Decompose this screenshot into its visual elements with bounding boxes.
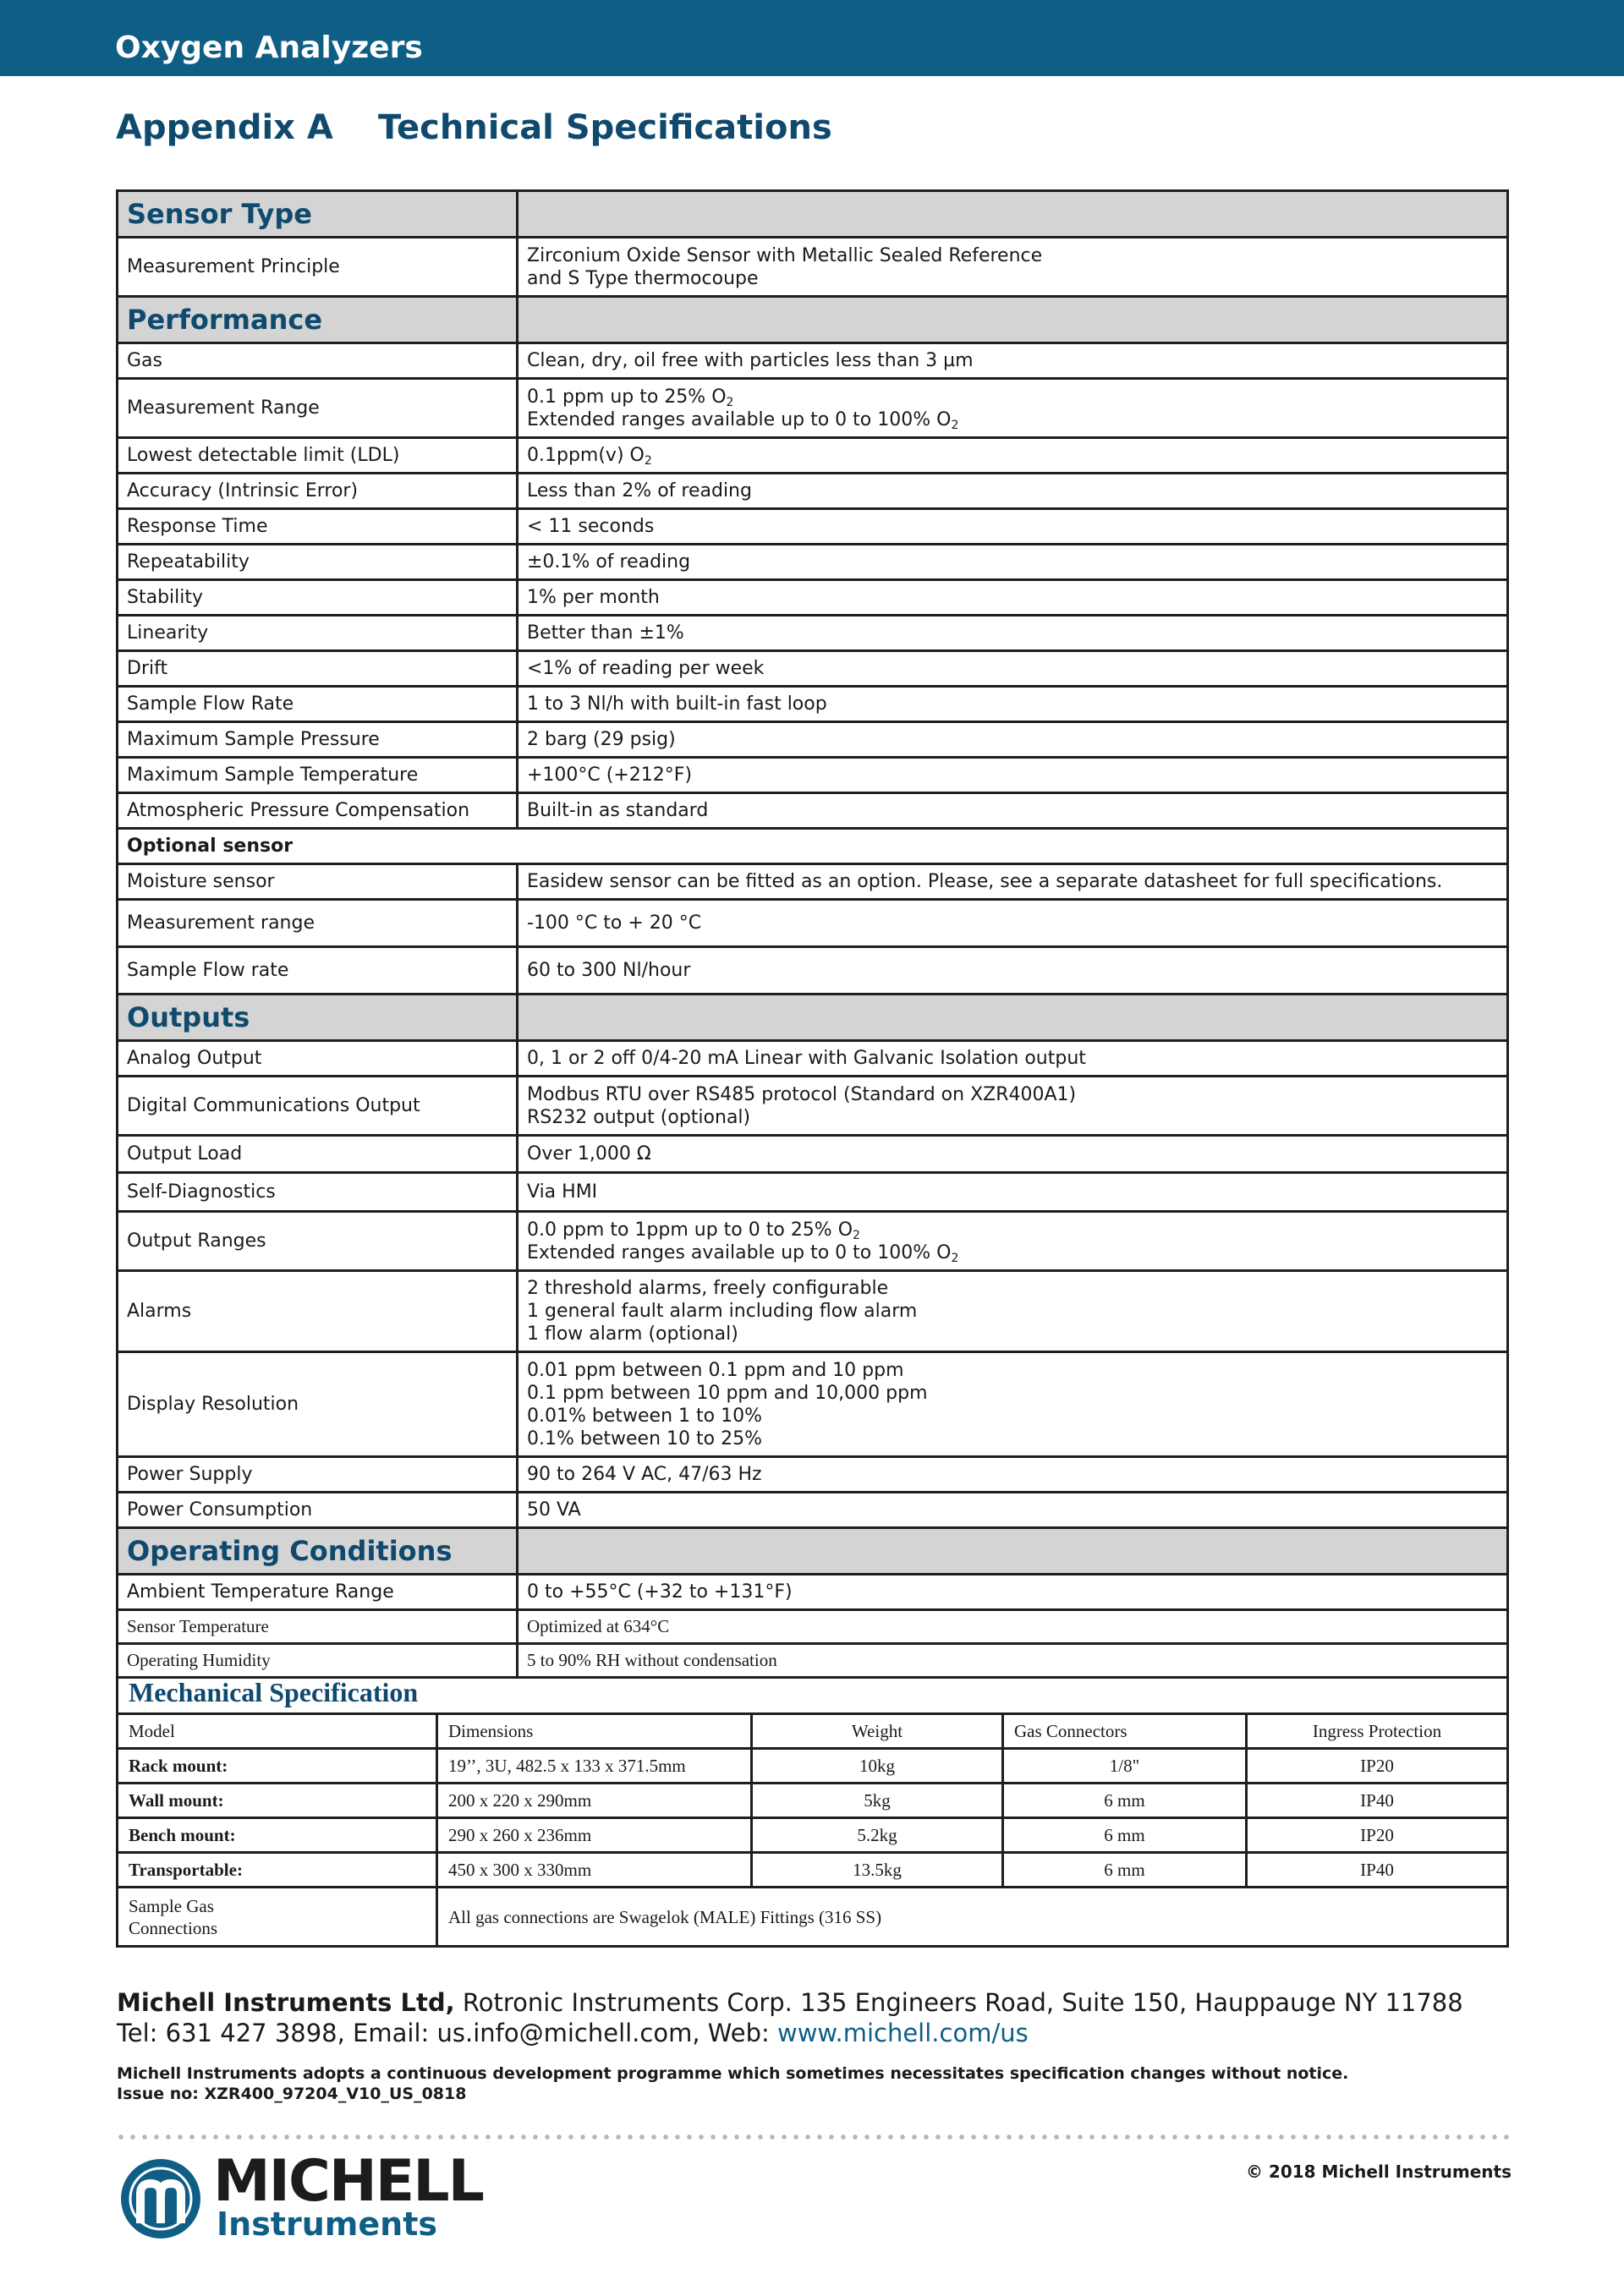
dimensions-cell: 290 x 260 x 236mm xyxy=(437,1818,752,1853)
row-label: Accuracy (Intrinsic Error) xyxy=(118,474,518,509)
top-banner xyxy=(0,0,1624,76)
value-line: 1 flow alarm (optional) xyxy=(527,1323,738,1345)
row-value: Clean, dry, oil free with particles less than 3 µm xyxy=(518,343,1508,379)
row-label: Stability xyxy=(118,580,518,616)
row-label: Digital Communications Output xyxy=(118,1077,518,1136)
row-label: Lowest detectable limit (LDL) xyxy=(118,438,518,474)
value-line: 0.1ppm(v) O xyxy=(527,445,645,466)
model-cell: Rack mount: xyxy=(118,1749,437,1784)
table-row xyxy=(118,1784,1508,1818)
value-line: 0.01 ppm between 0.1 ppm and 10 ppm xyxy=(527,1359,904,1381)
spec-row xyxy=(118,1457,1508,1493)
value-line: 0.1% between 10 to 25% xyxy=(527,1427,762,1449)
logo-word-instruments: Instruments xyxy=(217,2206,437,2243)
spec-row xyxy=(118,238,1508,297)
row-value: 60 to 300 Nl/hour xyxy=(518,947,1508,995)
spec-row xyxy=(118,1352,1508,1457)
subscript: 2 xyxy=(644,454,652,468)
appendix-label: Appendix A xyxy=(116,108,333,147)
spec-row xyxy=(118,343,1508,379)
table-row xyxy=(118,1818,1508,1853)
spec-table xyxy=(116,189,1509,1679)
sample-gas-label xyxy=(118,1888,437,1947)
value-line: 1 general fault alarm including flow alarm xyxy=(527,1301,918,1322)
footer-notice xyxy=(117,2063,1348,2104)
row-label: Operating Humidity xyxy=(118,1644,518,1678)
value-line: 0.1 ppm between 10 ppm and 10,000 ppm xyxy=(527,1382,928,1404)
copyright-text: © 2018 Michell Instruments xyxy=(1245,2162,1512,2182)
section-title: Performance xyxy=(118,297,518,343)
value-line: 0.0 ppm to 1ppm up to 0 to 25% O xyxy=(527,1219,853,1241)
row-value xyxy=(518,379,1508,438)
value-line: and S Type thermocoupe xyxy=(527,267,759,289)
value-line: RS232 output (optional) xyxy=(527,1106,751,1128)
section-title: Outputs xyxy=(118,995,518,1041)
ingress-cell: IP20 xyxy=(1247,1749,1508,1784)
section-title: Sensor Type xyxy=(118,191,518,238)
model-cell: Bench mount: xyxy=(118,1818,437,1853)
label-line: Connections xyxy=(129,1917,217,1938)
row-value xyxy=(518,1212,1508,1271)
spec-row xyxy=(118,651,1508,687)
col-header-gas-connectors: Gas Connectors xyxy=(1003,1714,1247,1749)
row-label: Repeatability xyxy=(118,545,518,580)
row-value xyxy=(518,1077,1508,1136)
row-value: Over 1,000 Ω xyxy=(518,1136,1508,1173)
row-value xyxy=(518,1352,1508,1457)
company-name: Michell Instruments Ltd, xyxy=(117,1988,455,2017)
row-label: Display Resolution xyxy=(118,1352,518,1457)
spec-row xyxy=(118,379,1508,438)
col-header-weight: Weight xyxy=(752,1714,1003,1749)
spec-row xyxy=(118,509,1508,545)
row-value: +100°C (+212°F) xyxy=(518,758,1508,793)
company-address xyxy=(117,1987,1504,2048)
gas-connector-cell: 6 mm xyxy=(1003,1818,1247,1853)
michell-logo xyxy=(118,2148,483,2246)
value-line: Zirconium Oxide Sensor with Metallic Sealed Reference xyxy=(527,244,1043,266)
spec-row xyxy=(118,1493,1508,1528)
value-line: 0.1 ppm up to 25% O xyxy=(527,386,727,408)
gas-connector-cell: 1/8" xyxy=(1003,1749,1247,1784)
row-label: Maximum Sample Pressure xyxy=(118,722,518,758)
col-header-dimensions: Dimensions xyxy=(437,1714,752,1749)
spec-row xyxy=(118,758,1508,793)
row-label: Moisture sensor xyxy=(118,864,518,900)
row-label: Sample Flow Rate xyxy=(118,687,518,722)
row-label: Measurement range xyxy=(118,900,518,947)
row-value: 0, 1 or 2 off 0/4-20 mA Linear with Galvanic Isolation output xyxy=(518,1041,1508,1077)
address-text: Rotronic Instruments Corp. 135 Engineers Road, Suite 150, Hauppauge NY 11788 Tel: 631 427 3898, Email: us.info@michell.com, Web: xyxy=(117,1988,1463,2047)
website-link[interactable]: www.michell.com/us xyxy=(777,2019,1029,2047)
table-row xyxy=(118,1888,1508,1947)
optional-sensor-label: Optional sensor xyxy=(118,829,1508,864)
value-line: Extended ranges available up to 0 to 100% O xyxy=(527,1241,952,1263)
row-value: 90 to 264 V AC, 47/63 Hz xyxy=(518,1457,1508,1493)
weight-cell: 13.5kg xyxy=(752,1853,1003,1888)
col-header-ingress: Ingress Protection xyxy=(1247,1714,1508,1749)
row-label: Response Time xyxy=(118,509,518,545)
row-value: Less than 2% of reading xyxy=(518,474,1508,509)
spec-row xyxy=(118,864,1508,900)
row-value xyxy=(518,438,1508,474)
row-value: Easidew sensor can be fitted as an option. Please, see a separate datasheet for full specifications. xyxy=(518,864,1508,900)
row-label: Power Supply xyxy=(118,1457,518,1493)
mechanical-table xyxy=(116,1672,1509,1948)
table-row xyxy=(118,1749,1508,1784)
subscript: 2 xyxy=(951,418,959,432)
row-label: Analog Output xyxy=(118,1041,518,1077)
spec-row xyxy=(118,687,1508,722)
row-label: Sample Flow rate xyxy=(118,947,518,995)
dimensions-cell: 200 x 220 x 290mm xyxy=(437,1784,752,1818)
issue-number: Issue no: XZR400_97204_V10_US_0818 xyxy=(117,2085,467,2103)
value-line: Modbus RTU over RS485 protocol (Standard on XZR400A1) xyxy=(527,1083,1077,1105)
row-value: Built-in as standard xyxy=(518,793,1508,829)
section-row xyxy=(118,1528,1508,1575)
spec-row xyxy=(118,438,1508,474)
row-label: Drift xyxy=(118,651,518,687)
mechanical-title-row xyxy=(118,1672,1508,1714)
row-value: 1% per month xyxy=(518,580,1508,616)
spec-row xyxy=(118,1136,1508,1173)
row-value: Optimized at 634°C xyxy=(518,1610,1508,1644)
logo-mark-icon xyxy=(118,2156,203,2241)
row-value: Better than ±1% xyxy=(518,616,1508,651)
row-value: 1 to 3 Nl/h with built-in fast loop xyxy=(518,687,1508,722)
weight-cell: 5.2kg xyxy=(752,1818,1003,1853)
spec-row xyxy=(118,1041,1508,1077)
row-label: Measurement Principle xyxy=(118,238,518,297)
row-label: Output Load xyxy=(118,1136,518,1173)
ingress-cell: IP40 xyxy=(1247,1784,1508,1818)
page-title: Technical Specifications xyxy=(378,108,832,147)
spec-row xyxy=(118,616,1508,651)
weight-cell: 10kg xyxy=(752,1749,1003,1784)
row-label: Output Ranges xyxy=(118,1212,518,1271)
notice-text: Michell Instruments adopts a continuous development programme which sometimes necessitates specification changes without notice. xyxy=(117,2064,1349,2083)
section-title: Operating Conditions xyxy=(118,1528,518,1575)
row-label: Measurement Range xyxy=(118,379,518,438)
spec-row xyxy=(118,900,1508,947)
value-line: Extended ranges available up to 0 to 100% O xyxy=(527,408,952,430)
spec-row xyxy=(118,1077,1508,1136)
row-label: Alarms xyxy=(118,1271,518,1352)
row-value: ±0.1% of reading xyxy=(518,545,1508,580)
spec-row xyxy=(118,1212,1508,1271)
label-line: Sample Gas xyxy=(129,1895,214,1916)
row-label: Power Consumption xyxy=(118,1493,518,1528)
spec-row xyxy=(118,829,1508,864)
row-value: 2 barg (29 psig) xyxy=(518,722,1508,758)
gas-connector-cell: 6 mm xyxy=(1003,1853,1247,1888)
spec-row xyxy=(118,1173,1508,1212)
spec-row xyxy=(118,545,1508,580)
row-value xyxy=(518,1271,1508,1352)
model-cell: Transportable: xyxy=(118,1853,437,1888)
row-value: 5 to 90% RH without condensation xyxy=(518,1644,1508,1678)
row-value xyxy=(518,238,1508,297)
logo-word-michell: MICHELL xyxy=(213,2148,483,2215)
model-cell: Wall mount: xyxy=(118,1784,437,1818)
subscript: 2 xyxy=(853,1228,860,1242)
mechanical-header-row xyxy=(118,1714,1508,1749)
dimensions-cell: 19’’, 3U, 482.5 x 133 x 371.5mm xyxy=(437,1749,752,1784)
table-row xyxy=(118,1853,1508,1888)
row-label: Sensor Temperature xyxy=(118,1610,518,1644)
section-row xyxy=(118,191,1508,238)
spec-row xyxy=(118,1610,1508,1644)
ingress-cell: IP40 xyxy=(1247,1853,1508,1888)
spec-row xyxy=(118,947,1508,995)
spec-row xyxy=(118,722,1508,758)
row-value: Via HMI xyxy=(518,1173,1508,1212)
row-value: <1% of reading per week xyxy=(518,651,1508,687)
row-label: Self-Diagnostics xyxy=(118,1173,518,1212)
row-value: 50 VA xyxy=(518,1493,1508,1528)
subscript: 2 xyxy=(726,395,734,409)
spec-row xyxy=(118,1271,1508,1352)
row-value: -100 °C to + 20 °C xyxy=(518,900,1508,947)
section-row xyxy=(118,297,1508,343)
value-line: 0.01% between 1 to 10% xyxy=(527,1405,762,1427)
spec-row xyxy=(118,474,1508,509)
row-value: < 11 seconds xyxy=(518,509,1508,545)
row-value: 0 to +55°C (+32 to +131°F) xyxy=(518,1575,1508,1610)
dotted-divider xyxy=(115,2134,1511,2140)
weight-cell: 5kg xyxy=(752,1784,1003,1818)
spec-row xyxy=(118,1575,1508,1610)
dimensions-cell: 450 x 300 x 330mm xyxy=(437,1853,752,1888)
gas-connector-cell: 6 mm xyxy=(1003,1784,1247,1818)
row-label: Maximum Sample Temperature xyxy=(118,758,518,793)
row-label: Ambient Temperature Range xyxy=(118,1575,518,1610)
row-label: Linearity xyxy=(118,616,518,651)
subscript: 2 xyxy=(951,1251,959,1265)
spec-row xyxy=(118,580,1508,616)
banner-title: Oxygen Analyzers xyxy=(115,30,423,65)
ingress-cell: IP20 xyxy=(1247,1818,1508,1853)
row-label: Atmospheric Pressure Compensation xyxy=(118,793,518,829)
section-row xyxy=(118,995,1508,1041)
col-header-model: Model xyxy=(118,1714,437,1749)
value-line: 2 threshold alarms, freely configurable xyxy=(527,1278,889,1299)
sample-gas-value: All gas connections are Swagelok (MALE) Fittings (316 SS) xyxy=(437,1888,1508,1947)
spec-row xyxy=(118,793,1508,829)
row-label: Gas xyxy=(118,343,518,379)
section-title: Mechanical Specification xyxy=(118,1672,1508,1714)
